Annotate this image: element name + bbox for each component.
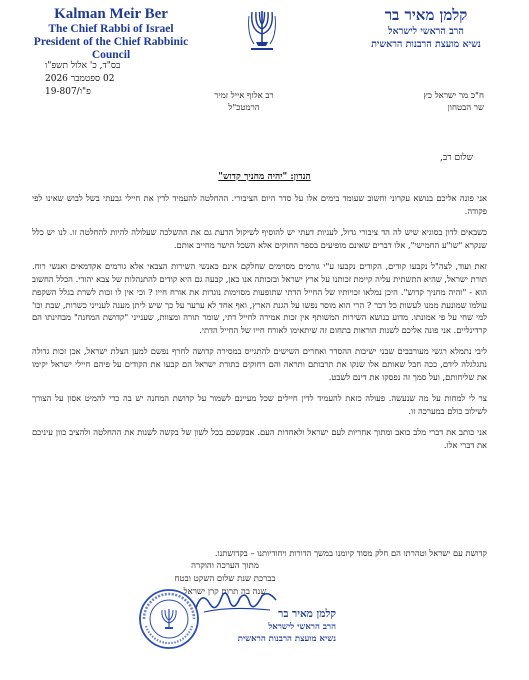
sign-off-line: מתוך הערכה והוקרה (191, 561, 259, 571)
signatory-title: הרב הראשי לישראל (268, 622, 336, 632)
subject-line: הנדון: "יהיה מחניך קדוש" (218, 172, 311, 182)
body-paragraph: זאת ועוד, לצה"ל נקבעו קודים, הקודים נקבעו ע"י גורמים מסוימים שחלקם אינם כאנשי השירות הצבאי אלא גורמים אקדמאים ואנשי רוח. תורת ישראל, שהיא התשתית עליה קיימת זכותנו על ארץ ישראל ובזכותה אנו כאן, קבעה גם היא קודים להתנהלות של צבא יהודי. הכלל החשוב הוא - "והיה מחניך קדוש". היכן נמלאו זכויותיו של החייל הדתי שתופעות מסוימות נוגדות את אורח חייו ? וכי אין לו זכות לשרת בגלל השקפת עולמו שמונעת ממנו לעשות כל דבר ? הרי הוא מוסר נפשו על הגנת הארץ, ואף אחד לא ערער על כך שיש ליתן מענה לענייני כשרות, שבת וכו' למי שחי על פי אמונתו. מדוע בנושא השירות המשותף אין זכות אמירה לחייל דתי, שומר תורה ומצוות, שענייני "קדושת המחנה" מבחינתו הם קרדינליים. אני פונה אליכם לשנות הוראות בתחום זה שיתאימו לאורח חייו של החייל הדתי. (32, 261, 487, 336)
letter-body (32, 192, 487, 461)
letterhead-en-name: Kalman Meir Ber (54, 6, 168, 22)
sign-off-line: שנה בה תרום קרן ישראל (183, 587, 267, 597)
reference-number: פ"ו/19-807 (45, 87, 91, 97)
body-paragraph: אני פונה אליכם בנושא עקרוני וחשוב שעומד בימים אלו על סדר היום הציבורי. ההחלטה להעמיד לדין את חיילי גבעתי בשל לבוש שאינו לפי פקודה. (32, 193, 487, 216)
letterhead-en-title: The Chief Rabbi of Israel (48, 23, 174, 35)
recipient-defense-minister (354, 90, 484, 114)
letterhead-en-subtitle: President of the Chief Rabbinic Council (33, 36, 189, 61)
sign-off-line: בברכת שנת שלום השקט ובטח (174, 574, 276, 584)
letterhead-he-title: הרב הראשי לישראל (388, 26, 464, 37)
body-paragraph: אני כותב את דברי מלב כואב ומתוך אחריות לעם ישראל ולאחדות העם. אבקשכם בכל לשון של בקשה לשנות את ההחלטה ולהציב כוון עיניכם את דברי אלו. (32, 427, 487, 451)
greeting: שלום רב, (440, 153, 473, 163)
menorah-emblem-icon (247, 8, 277, 52)
letterhead-he-name: קלמן מאיר בר (384, 6, 468, 24)
hebrew-date: בס"ד, כ' אלול תשפ"ו (45, 61, 121, 71)
letterhead-hebrew (341, 6, 511, 51)
recipient-chief-of-staff (184, 90, 304, 114)
letterhead-he-subtitle: נשיא מועצת הרבנות הראשית (371, 39, 481, 50)
recipient-name: ח"כ מר ישראל כץ (423, 91, 484, 101)
signatory-subtitle: נשיא מועצת הרבנות הראשית (237, 634, 336, 644)
signature-block (226, 608, 336, 645)
body-paragraph: ליבי נתמלא רגשי מעורבבים שבני ישיבות ההסדר ואחרים השישים להתגייס במסירה קדושה לחרף נפשם למען הצלת ישראל, אכן זכות גדולה נתגלגלה לידם, ככה חבל שאותם אלו שנקו את תרבותם ותראה והם רחוקים כתורת ישראל הם קבעו את הקודים על פיהם חיילי ישראל יקימו את שליחותם, ועל סמך זה נפסקו את דינם לשבט. (32, 346, 487, 383)
recipient-title: הרמטכ"ל (228, 103, 260, 113)
letterhead-english (26, 6, 196, 62)
body-paragraph: כשבאים לדון בסוגיא שיש לה הד ציבורי גדול, לעניות דעתי יש להוסיף לשיקול הדעת גם את ההשלכה שעלולה להיות להחלטה זו. לנו יש כלל שנקרא "שו"ע החמישי", אלו דברים שאינם מופיעים בספר החוקים אלא השכל הישר מחייב אותם. (32, 227, 487, 250)
recipients (124, 90, 484, 120)
recipient-name: רב אלוף אייל זמיר (214, 91, 274, 101)
signatory-name: קלמן מאיר בר (278, 608, 336, 620)
body-paragraph: צר לי למחות על מה שנעשה. פעולה כזאת להעמיד לדין חיילים שכל מעיינם לשמור על קדושת המחנה יש בה כדי להמיט אסון על הצורך לשילוב כולם במערכה זו. (32, 393, 487, 417)
recipient-title: שר הבטחון (447, 103, 484, 113)
gregorian-date: 02 ספטמבר 2026 (45, 74, 115, 84)
closing-line: קדושת עם ישראל וטהרתו הם חלק מסוד קיומנו במשך הדורות ויחודיותנו – בקדושתנו. (214, 548, 487, 558)
